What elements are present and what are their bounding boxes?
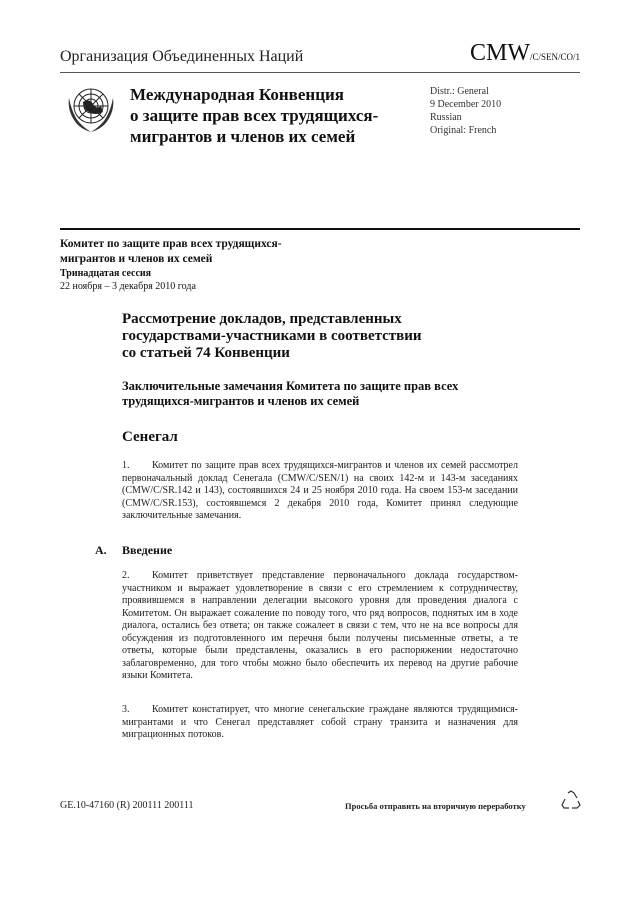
un-emblem-icon	[63, 80, 119, 136]
paragraph-text: Комитет приветствует представление первоначального доклада государством-участником и выражает удовлетворение в связи с его стремлением к сотрудничеству, проявившемся в направлении делегации высокого уровня для проведения диалога с Комитетом. Он выражает сожаление по поводу того, что ряд вопросов, поднятых им в ходе диалога, остались без ответа; он также сожалеет в связи с тем, что не на все вопросы для обсуждения из подготовленного им перечня были получены письменные ответы, а те ответы, которые были представлены, оказались в его распоряжении недостаточно заблаговременно, для того чтобы можно было обеспечить их перевод на другие рабочие языки Комитета.	[122, 570, 518, 681]
section-rule	[60, 228, 580, 230]
paragraph-text: Комитет констатирует, что многие сенегальские граждане являются трудящимися-мигрантами и что Сенегал представляет собой страну транзита и назначения для миграционных потоков.	[122, 704, 518, 740]
sub-heading	[122, 379, 458, 409]
distribution-original: Original: French	[430, 125, 497, 136]
organization-name: Организация Объединенных Наций	[60, 48, 304, 65]
main-heading-line: со статьей 74 Конвенции	[122, 345, 290, 361]
convention-title-line: о защите прав всех трудящихся-	[130, 106, 379, 125]
header-rule	[60, 72, 580, 73]
section-title: Введение	[122, 543, 173, 557]
committee-name	[60, 237, 282, 267]
document-symbol	[470, 40, 580, 67]
session-label: Тринадцатая сессия	[60, 268, 152, 279]
recycle-icon	[560, 789, 582, 811]
committee-name-line: мигрантов и членов их семей	[60, 253, 213, 265]
paragraph-text: Комитет по защите прав всех трудящихся-мигрантов и членов их семей рассмотрел первоначальный доклад Сенегала (CMW/C/SEN/1) на своих 142-м и 143-м заседаниях (CMW/C/SR.142 и 143), состоявшихся 24 и 25 ноября 2010 года. На своем 153-м заседании (CMW/C/SR.153), состоявшемся 2 декабря 2010 года, Комитет принял следующие заключительные замечания.	[122, 460, 518, 521]
paragraph-number: 2.	[122, 570, 130, 581]
main-heading-line: Рассмотрение докладов, представленных	[122, 311, 402, 327]
paragraph-number: 1.	[122, 460, 130, 471]
distribution-language: Russian	[430, 112, 462, 123]
main-heading-line: государствами-участниками в соответствии	[122, 328, 422, 344]
convention-title-line: Международная Конвенция	[130, 85, 344, 104]
country-heading: Сенегал	[122, 429, 178, 445]
symbol-suffix: /C/SEN/CO/1	[529, 52, 580, 62]
section-letter: A.	[95, 543, 107, 557]
convention-title-line: мигрантов и членов их семей	[130, 127, 356, 146]
main-heading	[122, 311, 422, 362]
paragraph-2	[122, 570, 518, 683]
distribution-block	[430, 85, 501, 137]
distribution-date: 9 December 2010	[430, 99, 502, 110]
symbol-main: CMW	[469, 40, 530, 66]
committee-name-line: Комитет по защите прав всех трудящихся-	[60, 238, 282, 250]
convention-title	[130, 84, 378, 147]
sub-heading-line: Заключительные замечания Комитета по защите прав всех	[122, 379, 459, 393]
session-dates: 22 ноября – 3 декабря 2010 года	[60, 281, 196, 292]
paragraph-number: 3.	[122, 704, 130, 715]
recycle-notice: Просьба отправить на вторичную переработку	[345, 801, 526, 811]
sub-heading-line: трудящихся-мигрантов и членов их семей	[122, 394, 360, 408]
distribution-line: Distr.: General	[430, 86, 489, 97]
paragraph-1	[122, 460, 518, 523]
paragraph-3	[122, 704, 518, 742]
footer-document-code: GE.10-47160 (R) 200111 200111	[60, 800, 194, 811]
